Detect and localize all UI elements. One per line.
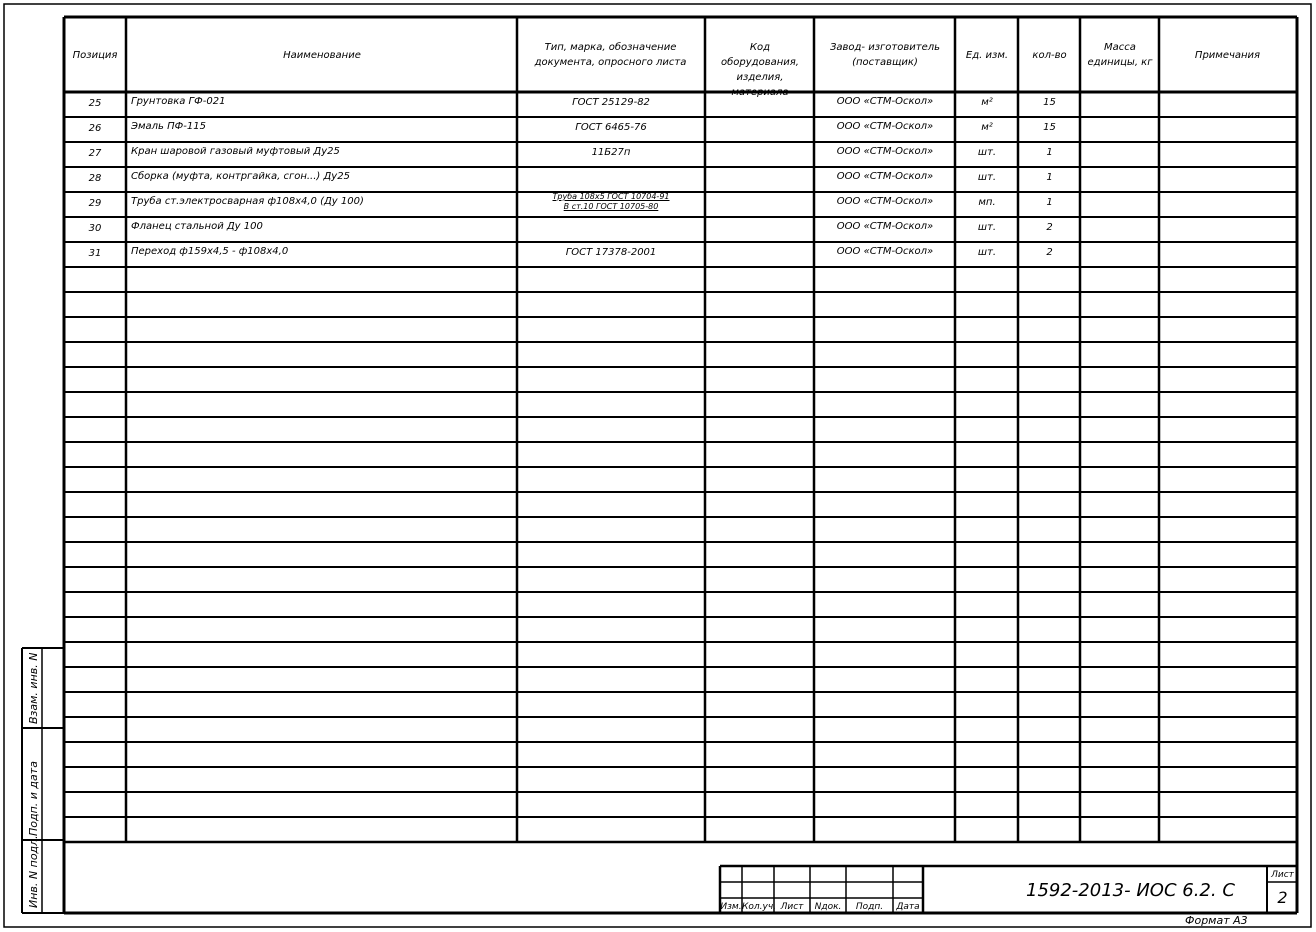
side-label-inv-repl: Взам. инв. N (27, 652, 40, 724)
row-name: Эмаль ПФ-115 (131, 121, 206, 132)
row-pos: 28 (88, 173, 102, 184)
header-name: Наименование (283, 50, 361, 61)
row-name: Кран шаровой газовый муфтовый Ду25 (131, 146, 340, 157)
row-maker: ООО «СТМ-Оскол» (836, 146, 934, 157)
row-qty: 1 (1046, 172, 1053, 183)
sheet-number: 2 (1277, 888, 1288, 907)
row-unit: шт. (977, 147, 997, 158)
row-qty: 1 (1046, 147, 1053, 158)
row-type: ГОСТ 17378-2001 (565, 247, 657, 258)
header-type: Тип, марка, обозначение документа, опросного листа (534, 42, 687, 68)
row-name: Переход ф159х4,5 - ф108х4,0 (131, 246, 289, 257)
row-type-sub: В ст.10 ГОСТ 10705-80 (563, 202, 659, 211)
row-unit: м² (981, 122, 993, 133)
row-unit: шт. (977, 222, 997, 233)
header-note: Примечания (1194, 50, 1261, 61)
row-qty: 15 (1043, 97, 1056, 108)
tb-label-ndok: Nдок. (814, 902, 842, 912)
tb-label-data: Дата (896, 902, 920, 912)
header-pos: Позиция (72, 50, 118, 61)
row-pos: 26 (88, 123, 102, 134)
header-mass: Масса единицы, кг (1087, 42, 1153, 68)
row-pos: 25 (88, 98, 102, 109)
row-pos: 31 (88, 248, 102, 259)
tb-label-podp: Подп. (855, 902, 884, 912)
row-maker: ООО «СТМ-Оскол» (836, 246, 934, 257)
tb-label-koluch: Кол.уч. (742, 902, 777, 912)
row-pos: 29 (88, 198, 102, 209)
row-name: Фланец стальной Ду 100 (131, 221, 263, 232)
row-pos: 30 (88, 223, 102, 234)
row-qty: 2 (1046, 247, 1053, 258)
row-qty: 2 (1046, 222, 1053, 233)
paper-format: Формат А3 (1185, 914, 1248, 927)
row-unit: шт. (977, 247, 997, 258)
header-maker: Завод- изготовитель (поставщик) (829, 42, 941, 68)
header-unit: Ед. изм. (965, 50, 1009, 61)
row-qty: 1 (1046, 197, 1053, 208)
document-code: 1592-2013- ИОС 6.2. С (1026, 880, 1235, 901)
row-maker: ООО «СТМ-Оскол» (836, 171, 934, 182)
row-type: 11Б27п (591, 147, 631, 158)
sheet-label: Лист (1271, 870, 1294, 880)
side-label-sign-date: Подп. и дата (27, 761, 40, 836)
row-maker: ООО «СТМ-Оскол» (836, 121, 934, 132)
row-maker: ООО «СТМ-Оскол» (836, 221, 934, 232)
header-qty: кол-во (1032, 50, 1067, 61)
row-unit: мп. (978, 197, 996, 208)
row-unit: м² (981, 97, 993, 108)
row-type: Труба 108х5 ГОСТ 10704-91 (552, 192, 670, 201)
row-type: ГОСТ 25129-82 (572, 97, 650, 108)
row-pos: 27 (88, 148, 102, 159)
row-maker: ООО «СТМ-Оскол» (836, 196, 934, 207)
tb-label-izm: Изм. (720, 902, 742, 912)
side-label-inv-orig: Инв. N подл. (27, 835, 40, 908)
row-qty: 15 (1043, 122, 1056, 133)
row-unit: шт. (977, 172, 997, 183)
row-maker: ООО «СТМ-Оскол» (836, 96, 934, 107)
tb-label-list: Лист (780, 902, 804, 912)
row-name: Сборка (муфта, контргайка, сгон...) Ду25 (131, 171, 350, 182)
header-code: Код оборудования, изделия, материала (721, 42, 799, 98)
row-type: ГОСТ 6465-76 (575, 122, 647, 133)
row-name: Грунтовка ГФ-021 (131, 96, 226, 107)
row-name: Труба ст.электросварная ф108х4,0 (Ду 100) (131, 196, 364, 207)
